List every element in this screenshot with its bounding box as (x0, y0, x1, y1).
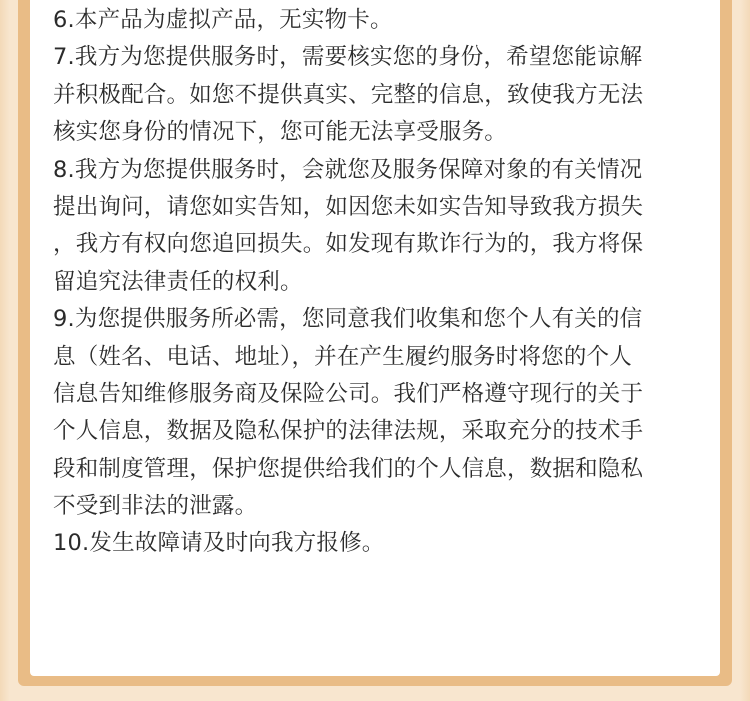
term-line-8c: ，我方有权向您追回损失。如发现有欺诈行为的，我方将保 (53, 231, 644, 258)
term-line-9e: 段和制度管理，保护您提供给我们的个人信息，数据和隐私 (53, 455, 644, 482)
term-line-7c: 核实您身份的情况下，您可能无法享受服务。 (53, 119, 508, 146)
term-line-9f: 不受到非法的泄露。 (53, 493, 258, 520)
terms-text-block (53, 0, 693, 563)
term-line-7a: 7.我方为您提供服务时，需要核实您的身份，希望您能谅解 (53, 44, 643, 71)
term-line-8b: 提出询问，请您如实告知，如因您未如实告知导致我方损失 (53, 193, 644, 220)
term-line-7b: 并积极配合。如您不提供真实、完整的信息，致使我方无法 (53, 81, 644, 108)
term-line-10: 10.发生故障请及时向我方报修。 (53, 530, 385, 557)
term-line-6: 6.本产品为虚拟产品，无实物卡。 (53, 7, 393, 33)
term-line-9a: 9.为您提供服务所必需，您同意我们收集和您个人有关的信 (53, 306, 643, 333)
term-line-9b: 息（姓名、电话、地址），并在产生履约服务时将您的个人 (53, 343, 632, 370)
term-line-9c: 信息告知维修服务商及保险公司。我们严格遵守现行的关于 (53, 380, 644, 407)
term-line-8d: 留追究法律责任的权利。 (53, 268, 303, 295)
term-line-9d: 个人信息，数据及隐私保护的法律法规，采取充分的技术手 (53, 418, 644, 445)
term-line-8a: 8.我方为您提供服务时，会就您及服务保障对象的有关情况 (53, 156, 643, 183)
